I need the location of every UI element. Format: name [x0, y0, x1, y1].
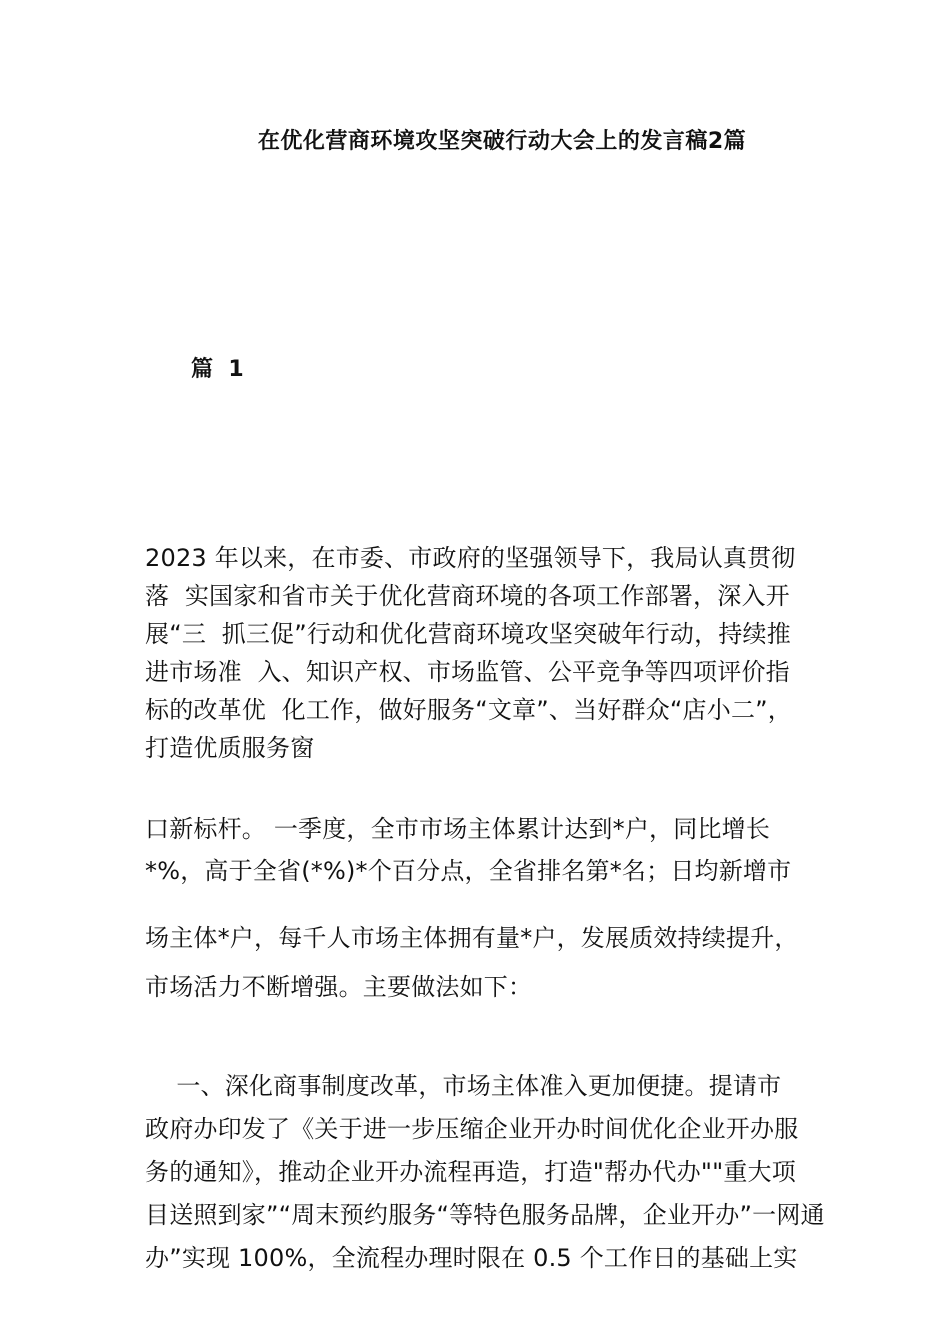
text-line: 进市场准 入、知识产权、市场监管、公平竞争等四项评价指 — [145, 658, 790, 686]
text-line: 落 实国家和省市关于优化营商环境的各项工作部署，深入开 — [145, 582, 790, 610]
text-line: 标的改革优 化工作，做好服务“文章”、当好群众“店小二”， — [145, 696, 792, 724]
text-line: 一、深化商事制度改革，市场主体准入更加便捷。提请市 — [145, 1072, 782, 1100]
text-line: 打造优质服务窗 — [145, 734, 315, 762]
text-line: 2023 年以来，在市委、市政府的坚强领导下，我局认真贯彻 — [145, 544, 796, 572]
text-line: 政府办印发了《关于进一步压缩企业开办时间优化企业开办服 — [145, 1115, 799, 1143]
text-line: 办”实现 100%，全流程办理时限在 0.5 个工作日的基础上实 — [145, 1244, 798, 1272]
text-line: 口新标杆。 一季度，全市市场主体累计达到*户，同比增长 — [145, 815, 771, 843]
text-line: 场主体*户，每千人市场主体拥有量*户，发展质效持续提升， — [145, 924, 799, 952]
document-title: 在优化营商环境攻坚突破行动大会上的发言稿2篇 — [257, 129, 747, 154]
text-line: 务的通知》，推动企业开办流程再造，打造"帮办代办""重大项 — [145, 1158, 796, 1186]
text-line: 市场活力不断增强。主要做法如下： — [145, 973, 533, 1001]
text-line: 目送照到家”“周末预约服务“等特色服务品牌，企业开办”一网通 — [145, 1201, 825, 1229]
section-label: 篇 1 — [191, 357, 244, 382]
text-line: *%，高于全省(*%)*个百分点，全省排名第*名；日均新增市 — [145, 857, 792, 885]
text-line: 展“三 抓三促”行动和优化营商环境攻坚突破年行动，持续推 — [145, 620, 791, 648]
